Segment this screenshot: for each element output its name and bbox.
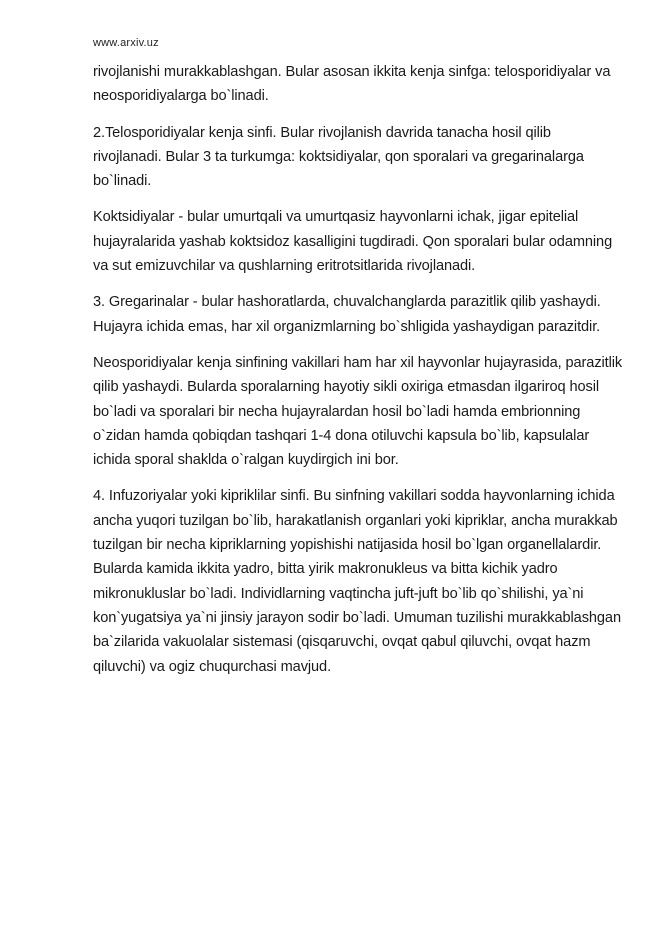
paragraph-5: Neosporidiyalar kenja sinfining vakillari ham har xil hayvonlar hujayrasida, parazitlik qilib yashaydi. Bularda sporalarning hayotiy sikli oxiriga etmasdan ilgariroq hosil bo`ladi va sporalari bir necha hujayralardan hosil bo`ladi hamda embrionning o`zidan hamda qobiqdan tashqari 1-4 dona otiluvchi kapsula bo`lib, kapsulalar ichida sporal shaklda o`ralgan kuydirgich ini bor. (93, 354, 623, 469)
paragraph-2: 2.Telosporidiyalar kenja sinfi. Bular rivojlanish davrida tanacha hosil qilib rivojlanadi. Bular 3 ta turkumga: koktsidiyalar, qon sporalari va gregarinalarga bo`linadi. (93, 124, 584, 190)
site-header[interactable]: www.arxiv.uz (93, 37, 159, 49)
document-body (93, 60, 623, 691)
paragraph-1: rivojlanishi murakkablashgan. Bular asosan ikkita kenja sinfga: telosporidiyalar va neosporidiyalarga bo`linadi. (93, 64, 611, 105)
paragraph-4: 3. Gregarinalar - bular hashoratlarda, chuvalchanglarda parazitlik qilib yashaydi. Hujayra ichida emas, har xil organizmlarning bo`shligida yashaydigan parazitdir. (93, 294, 601, 335)
paragraph-3: Koktsidiyalar - bular umurtqali va umurtqasiz hayvonlarni ichak, jigar epitelial hujayralarida yashab koktsidoz kasalligini tugdiradi. Qon sporalari bular odamning va sut emizuvchilar va qushlarning eritrotsitlarida rivojlanadi. (93, 209, 613, 275)
paragraph-6: 4. Infuzoriyalar yoki kipriklilar sinfi. Bu sinfning vakillari sodda hayvonlarning ichida ancha yuqori tuzilgan bo`lib, harakatlanish organlari yoki kipriklar, ancha murakkab tuzilgan bir necha kipriklarning yopishishi natijasida hosil bo`lgan organellalardir. Bularda kamida ikkita yadro, bitta yirik makronukleus va bitta kichik yadro mikronukluslar bo`ladi. Individlarning vaqtincha juft-juft bo`lib qo`shilishi, ya`ni kon`yugatsiya ya`ni jinsiy jarayon sodir bo`ladi. Umuman tuzilishi murakkablashgan ba`zilarida vakuolalar sistemasi (qisqaruvchi, ovqat qabul qiluvchi, ovqat hazm qiluvchi) va ogiz chuqurchasi mavjud. (93, 488, 621, 675)
